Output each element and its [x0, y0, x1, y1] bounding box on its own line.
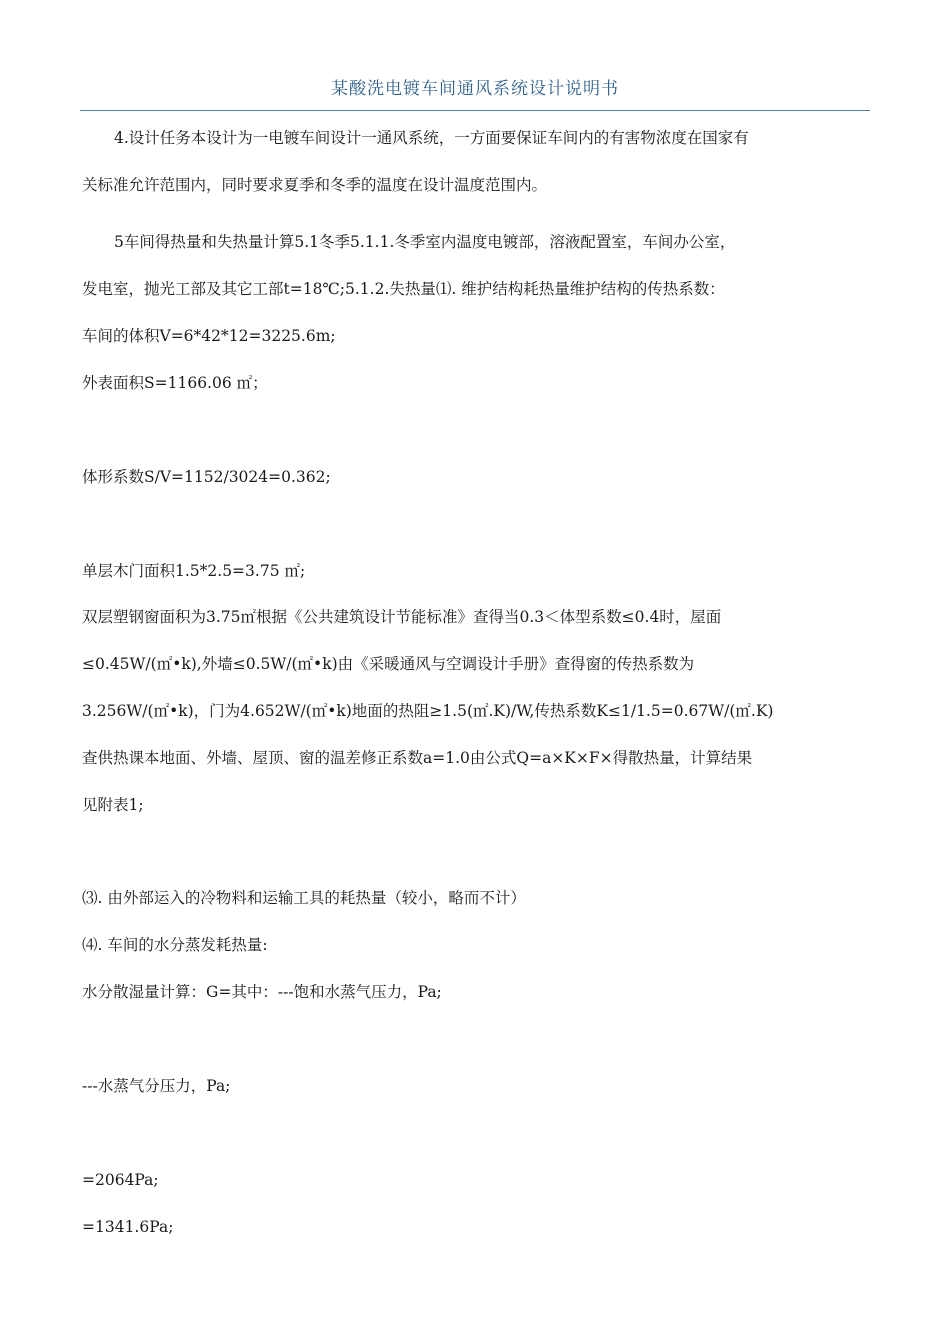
paragraph-line: ⑷. 车间的水分蒸发耗热量: [82, 936, 268, 954]
paragraph-line: =1341.6Pa; [82, 1218, 174, 1236]
header-divider [80, 110, 870, 111]
paragraph-line: ⑶. 由外部运入的冷物料和运输工具的耗热量（较小，略而不计） [82, 889, 526, 907]
page-title: 某酸洗电镀车间通风系统设计说明书 [331, 79, 619, 99]
paragraph-line: ---水蒸气分压力，Pa; [82, 1077, 231, 1095]
paragraph-line: 5车间得热量和失热量计算5.1冬季5.1.1.冬季室内温度电镀部，溶液配置室，车间办公室， [114, 233, 736, 251]
paragraph-line: 查供热课本地面、外墙、屋顶、窗的温差修正系数a=1.0由公式Q=a×K×F×得散热量，计算结果 [82, 749, 753, 767]
paragraph-line: 车间的体积V=6*42*12=3225.6m; [82, 327, 336, 345]
paragraph-line: 见附表1; [82, 796, 144, 814]
paragraph-line: =2064Pa; [82, 1171, 159, 1189]
paragraph-line: 体形系数S/V=1152/3024=0.362; [82, 468, 331, 486]
paragraph-line: 外表面积S=1166.06 ㎡； [82, 374, 268, 392]
paragraph-line: 关标准允许范围内，同时要求夏季和冬季的温度在设计温度范围内。 [82, 176, 548, 194]
paragraph-line: 3.256W/(㎡•k)，门为4.652W/(㎡•k)地面的热阻≥1.5(㎡.K)/W,传热系数K≤1/1.5=0.67W/(㎡.K) [82, 702, 774, 720]
paragraph-line: 水分散湿量计算：G=其中：---饱和水蒸气压力，Pa; [82, 983, 442, 1001]
paragraph-line: 双层塑钢窗面积为3.75㎡根据《公共建筑设计节能标准》查得当0.3＜体型系数≤0.4时，屋面 [82, 608, 722, 626]
paragraph-line: 4.设计任务本设计为一电镀车间设计一通风系统，一方面要保证车间内的有害物浓度在国家有 [114, 129, 749, 147]
paragraph-line: 单层木门面积1.5*2.5=3.75 ㎡; [82, 562, 306, 580]
paragraph-line: ≤0.45W/(㎡•k),外墙≤0.5W/(㎡•k)由《采暖通风与空调设计手册》查得窗的传热系数为 [82, 655, 695, 673]
paragraph-line: 发电室，抛光工部及其它工部t=18℃;5.1.2.失热量⑴. 维护结构耗热量维护结构的传热系数： [82, 280, 725, 298]
